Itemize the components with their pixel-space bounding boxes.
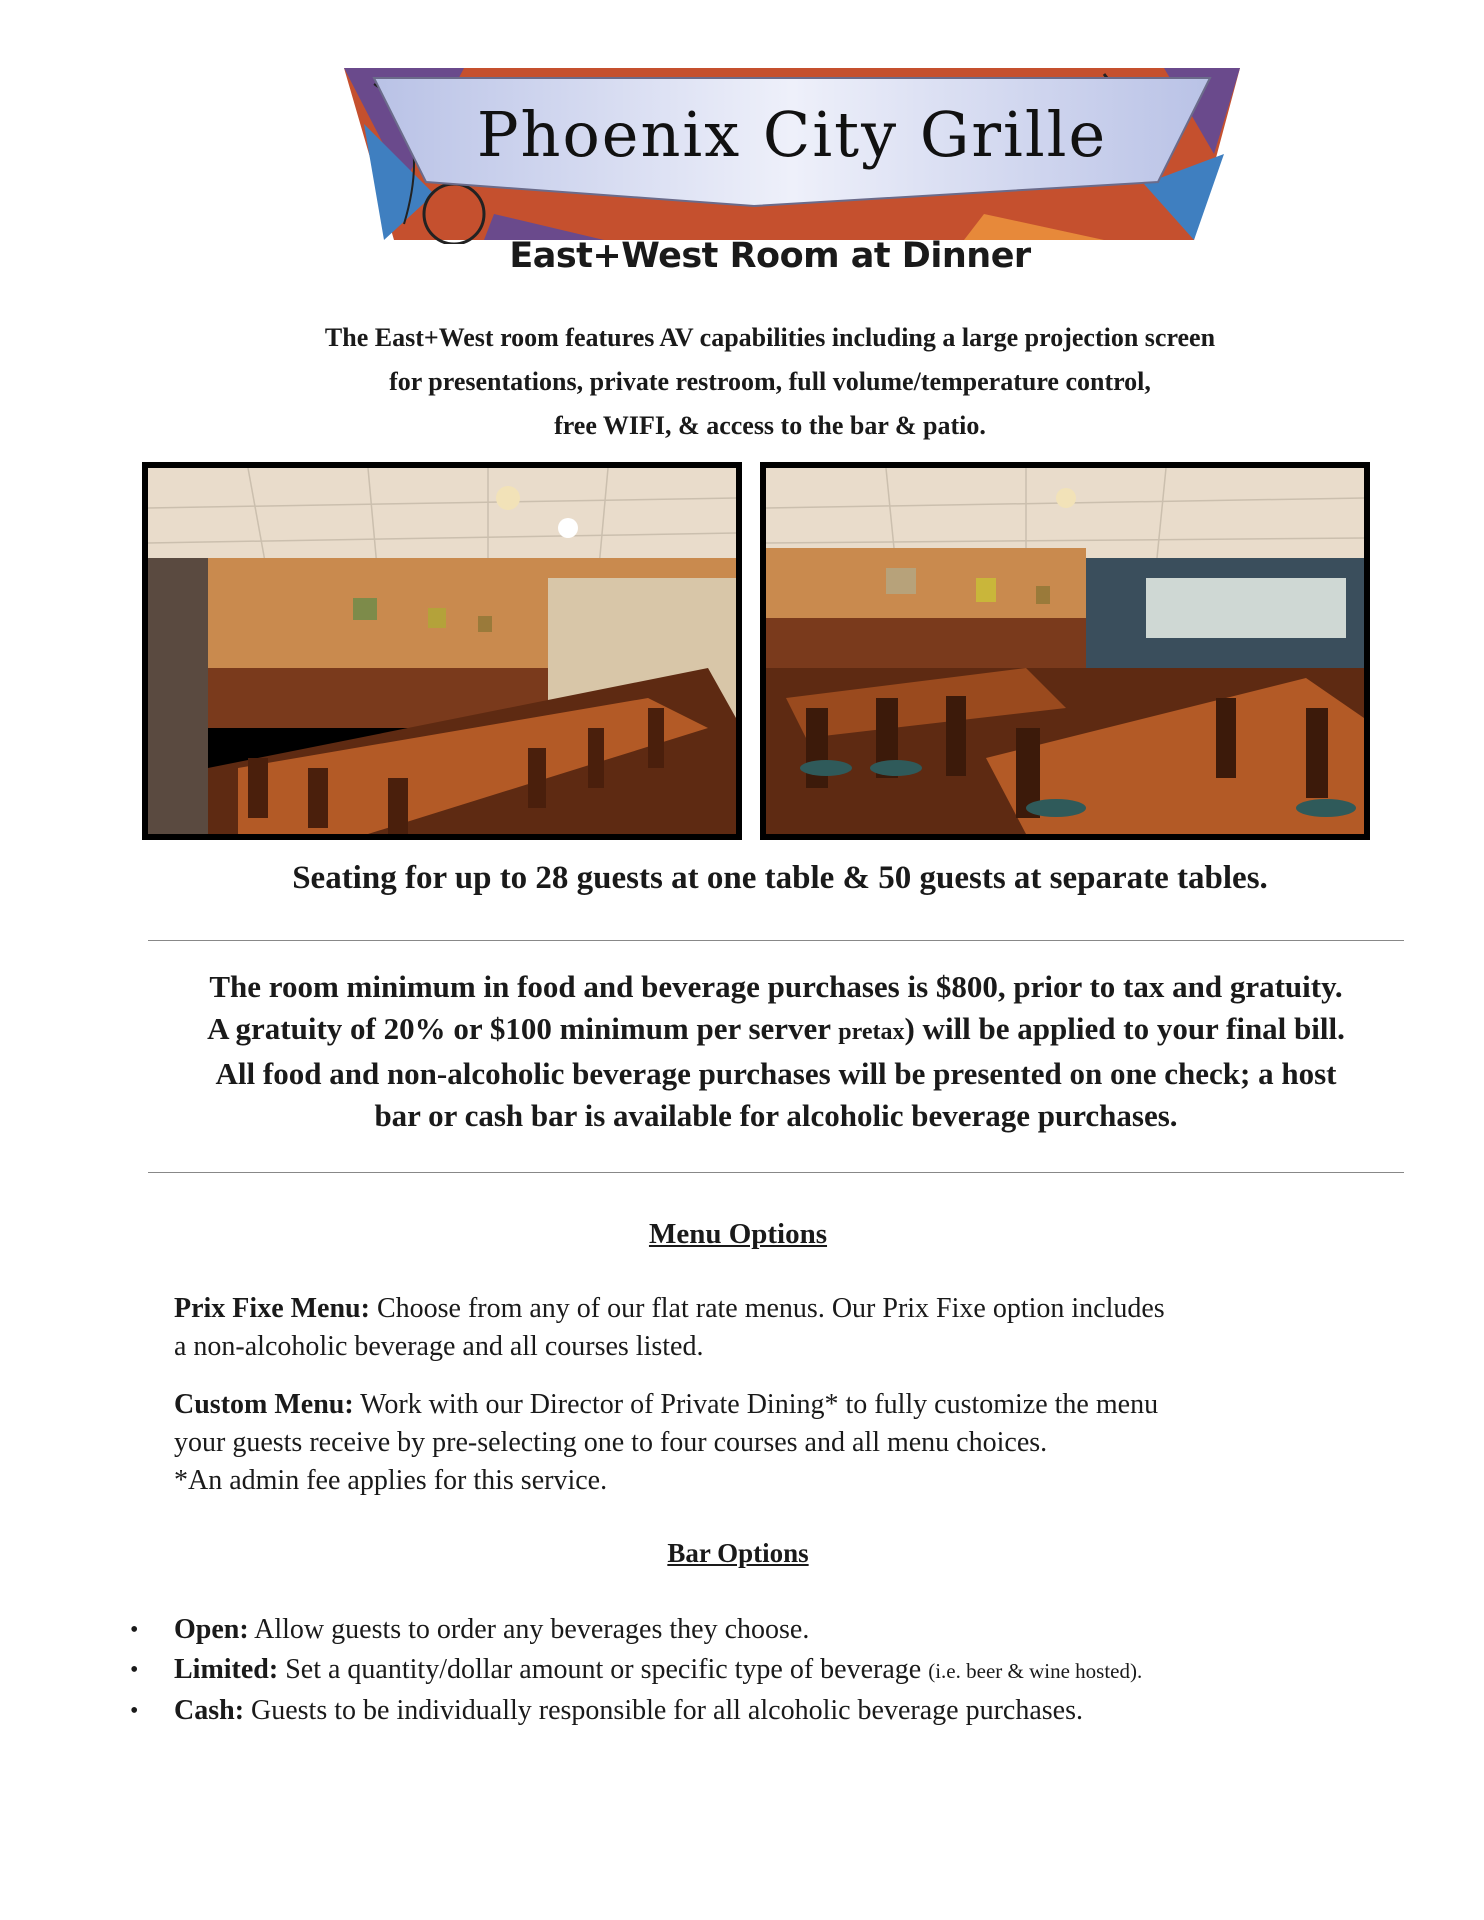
custom-label: Custom Menu: xyxy=(174,1389,354,1420)
features-line-2: for presentations, private restroom, full volume/temperature control, xyxy=(389,367,1151,396)
bar-option-label: Limited: xyxy=(174,1654,279,1685)
divider-bottom xyxy=(148,1172,1404,1173)
custom-menu xyxy=(174,1386,1334,1500)
bar-options-title: Bar Options xyxy=(667,1538,809,1568)
features-line-1: The East+West room features AV capabilities including a large projection screen xyxy=(324,323,1216,352)
room-title: East+West Room at Dinner xyxy=(509,236,1031,276)
features-description xyxy=(190,316,1350,448)
policy-line-2-end: ) will be applied to your final bill. xyxy=(904,1011,1345,1046)
room-policy xyxy=(148,966,1404,1137)
policy-line-2-small: pretax xyxy=(838,1019,905,1045)
bar-option-text: Guests to be individually responsible for all alcoholic beverage purchases. xyxy=(244,1695,1083,1726)
custom-text: Work with our Director of Private Dining* to fully customize the menu xyxy=(353,1389,1159,1420)
bullet-icon: • xyxy=(130,1657,139,1683)
bullet-icon: • xyxy=(130,1617,139,1643)
menu-options-title: Menu Options xyxy=(648,1218,828,1250)
bar-option-open xyxy=(130,1610,1330,1650)
prix-fixe-menu xyxy=(174,1290,1334,1366)
seating-capacity: Seating for up to 28 guests at one table & 50 guests at separate tables. xyxy=(292,860,1268,896)
bar-option-label: Cash: xyxy=(174,1695,245,1726)
bar-option-note: (i.e. beer & wine hosted). xyxy=(928,1659,1143,1683)
features-line-3: free WIFI, & access to the bar & patio. xyxy=(554,411,986,440)
bar-option-text: Allow guests to order any beverages they choose. xyxy=(248,1614,810,1645)
prix-fixe-line-1 xyxy=(174,1290,1334,1328)
policy-line-2 xyxy=(148,1008,1404,1053)
prix-fixe-line-2: a non-alcoholic beverage and all courses listed. xyxy=(174,1331,704,1362)
bar-option-text: Set a quantity/dollar amount or specific type of beverage xyxy=(278,1654,929,1685)
prix-fixe-text: Choose from any of our flat rate menus. Our Prix Fixe option includes xyxy=(369,1293,1165,1324)
policy-line-1: The room minimum in food and beverage purchases is $800, prior to tax and gratuity. xyxy=(209,969,1343,1004)
custom-line-3: *An admin fee applies for this service. xyxy=(174,1465,608,1496)
policy-line-3: All food and non-alcoholic beverage purchases will be presented on one check; a host xyxy=(215,1056,1337,1091)
divider-top xyxy=(148,940,1404,941)
bullet-icon: • xyxy=(130,1698,139,1724)
logo-graphic xyxy=(344,64,1240,244)
bar-options-list xyxy=(130,1610,1330,1731)
custom-line-1 xyxy=(174,1386,1334,1424)
logo-text: Phoenix City Grille xyxy=(476,98,1108,171)
policy-line-4: bar or cash bar is available for alcoholic beverage purchases. xyxy=(374,1098,1178,1133)
policy-line-2-main: A gratuity of 20% or $100 minimum per server xyxy=(207,1011,839,1046)
room-photo-right xyxy=(760,462,1370,840)
logo-banner xyxy=(344,64,1240,244)
prix-fixe-label: Prix Fixe Menu: xyxy=(174,1293,370,1324)
bar-option-limited xyxy=(130,1650,1330,1691)
custom-line-2: your guests receive by pre-selecting one to four courses and all menu choices. xyxy=(174,1427,1048,1458)
bar-option-cash xyxy=(130,1691,1330,1731)
room-photo-left xyxy=(142,462,742,840)
bar-option-label: Open: xyxy=(174,1614,249,1645)
